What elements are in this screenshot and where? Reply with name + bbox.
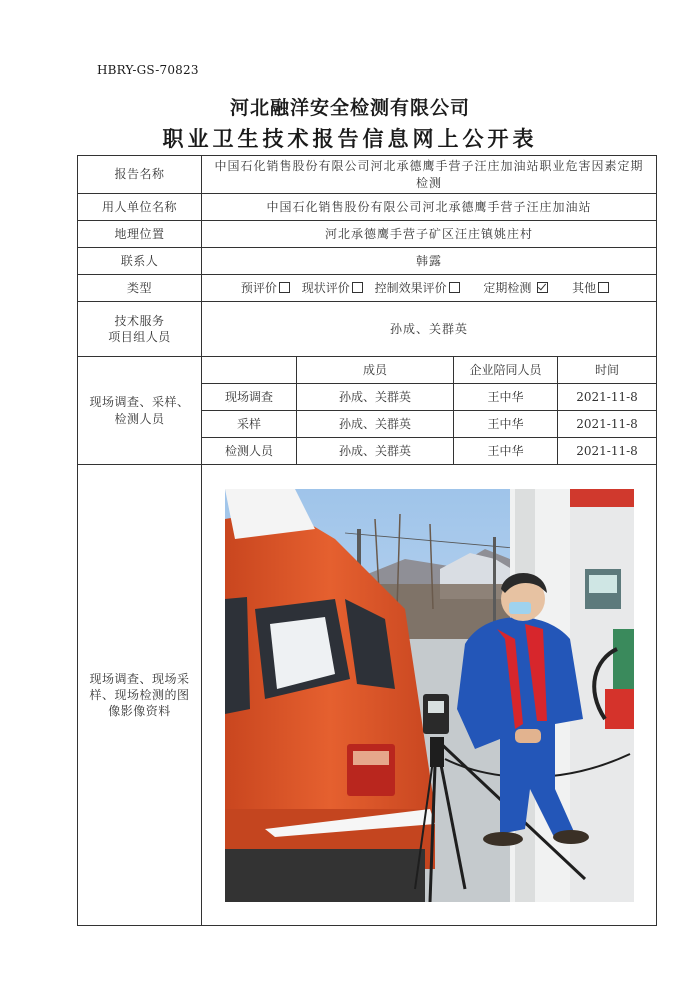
checkbox-periodic-testing[interactable]: [537, 282, 548, 293]
label-report-name: 报告名称: [78, 156, 202, 194]
field-header-members: 成员: [297, 357, 454, 384]
field-time: 2021-11-8: [558, 438, 657, 465]
value-contact: 韩露: [202, 248, 657, 275]
field-time: 2021-11-8: [558, 384, 657, 411]
field-header-accompany: 企业陪同人员: [454, 357, 558, 384]
field-members: 孙成、关群英: [297, 411, 454, 438]
field-accompany: 王中华: [454, 384, 558, 411]
type-option-other: [572, 281, 609, 295]
checkbox-other[interactable]: [598, 282, 609, 293]
field-accompany: 王中华: [454, 411, 558, 438]
type-option-label: 控制效果评价: [374, 280, 447, 295]
row-employer: [78, 194, 657, 221]
label-team-line1: 技术服务: [114, 313, 165, 328]
row-location: [78, 221, 657, 248]
field-stage: 采样: [202, 411, 297, 438]
label-contact: 联系人: [78, 248, 202, 275]
row-type: [78, 275, 657, 302]
field-stage: 现场调查: [202, 384, 297, 411]
type-option-control-evaluation: [375, 281, 460, 295]
label-field-line1: 现场调查、采样、: [89, 395, 190, 410]
value-employer: 中国石化销售股份有限公司河北承德鹰手营子汪庄加油站: [202, 194, 657, 221]
label-images-line2: 样、现场检测的图: [89, 687, 190, 702]
photo-cell: [202, 465, 657, 926]
label-team: [78, 302, 202, 357]
value-report-name: 中国石化销售股份有限公司河北承德鹰手营子汪庄加油站职业危害因素定期检测: [202, 156, 657, 194]
type-option-label: 预评价: [240, 280, 277, 295]
field-stage: 检测人员: [202, 438, 297, 465]
value-team: 孙成、关群英: [202, 302, 657, 357]
field-time: 2021-11-8: [558, 411, 657, 438]
field-accompany: 王中华: [454, 438, 558, 465]
page-title: 职业卫生技术报告信息网上公开表: [162, 126, 538, 151]
field-members: 孙成、关群英: [297, 438, 454, 465]
field-header-time: 时间: [558, 357, 657, 384]
info-table: [77, 155, 657, 926]
value-location: 河北承德鹰手营子矿区汪庄镇姚庄村: [202, 221, 657, 248]
checkbox-status-evaluation[interactable]: [352, 282, 363, 293]
type-option-label: 定期检测: [483, 280, 532, 295]
type-options: [202, 275, 657, 302]
row-team: [78, 302, 657, 357]
label-type: 类型: [78, 275, 202, 302]
company-name: 河北融洋安全检测有限公司: [229, 97, 470, 119]
label-employer: 用人单位名称: [78, 194, 202, 221]
row-report-name: [78, 156, 657, 194]
label-location: 地理位置: [78, 221, 202, 248]
row-field-header: [78, 357, 657, 384]
field-header-blank: [202, 357, 297, 384]
label-images-line3: 像影像资料: [108, 704, 171, 719]
row-images: [78, 465, 657, 926]
checkbox-control-evaluation[interactable]: [449, 282, 460, 293]
type-option-label: 现状评价: [301, 280, 350, 295]
label-field-line2: 检测人员: [114, 411, 165, 426]
label-images-line1: 现场调查、现场采: [89, 671, 190, 686]
checkbox-pre-evaluation[interactable]: [279, 282, 290, 293]
type-option-pre-evaluation: [241, 281, 290, 295]
document-code: HBRY-GS-70823: [97, 63, 199, 77]
field-members: 孙成、关群英: [297, 384, 454, 411]
type-option-status-evaluation: [302, 281, 363, 295]
label-field-staff: [78, 357, 202, 465]
label-team-line2: 项目组人员: [108, 330, 171, 344]
row-contact: [78, 248, 657, 275]
site-photo: [225, 489, 634, 902]
type-option-label: 其他: [572, 280, 597, 295]
label-images: [78, 465, 202, 926]
type-option-periodic-testing: [483, 281, 548, 295]
